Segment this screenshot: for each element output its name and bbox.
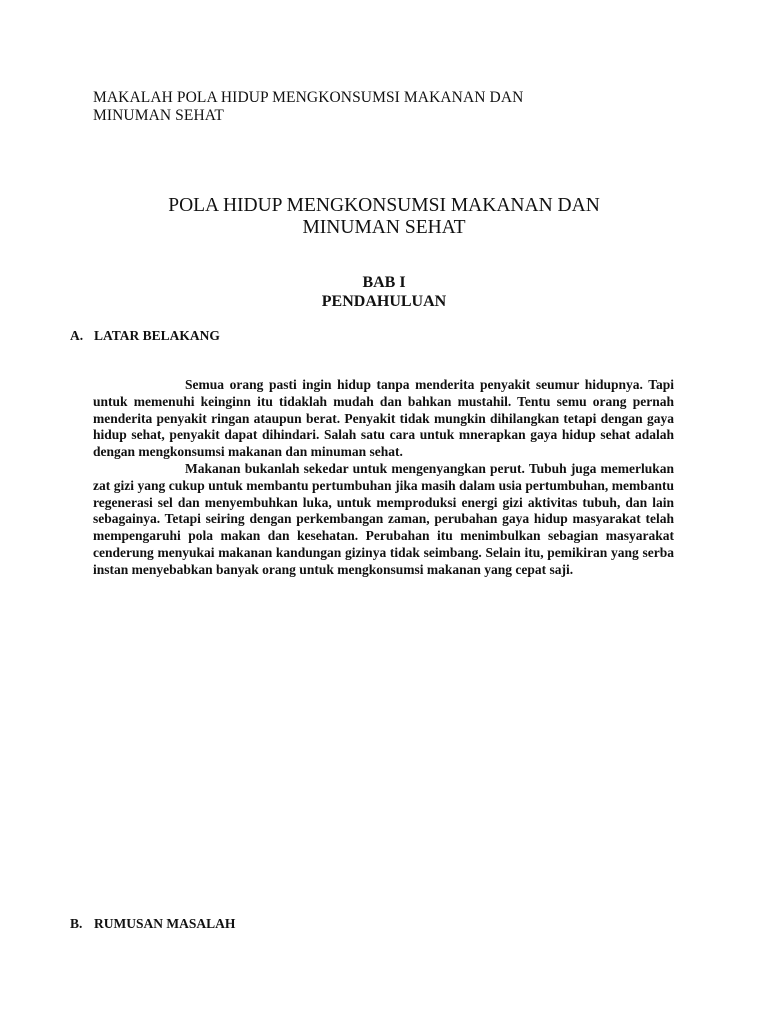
section-heading-b: [70, 916, 235, 932]
main-title: [90, 195, 678, 239]
body-text: [93, 377, 674, 579]
chapter-heading: [90, 273, 678, 311]
paragraph-1: Semua orang pasti ingin hidup tanpa menderita penyakit seumur hidupnya. Tapi untuk memenuhi keinginn itu tidaklah mudah dan bahkan mustahil. Tentu semu orang pernah menderita penyakit ringan ataupun berat. Penyakit tidak mungkin dihilangkan tetapi dengan gaya hidup sehat, penyakit dapat dihindari. Salah satu cara untuk mnerapkan gaya hidup sehat adalah dengan mengkonsumsi makanan dan minuman sehat.: [93, 377, 674, 460]
header-title-line-1: MAKALAH POLA HIDUP MENGKONSUMSI MAKANAN DAN: [93, 89, 524, 106]
section-heading-a: [70, 328, 220, 344]
section-a-title: LATAR BELAKANG: [94, 328, 220, 343]
header-title-line-2: MINUMAN SEHAT: [93, 107, 224, 124]
main-title-line-2: MINUMAN SEHAT: [302, 217, 466, 238]
paragraph-2: Makanan bukanlah sekedar untuk mengenyangkan perut. Tubuh juga memerlukan zat gizi yang cukup untuk membantu pertumbuhan jika masih dalam usia pertumbuhan, membantu regenerasi sel dan menyembuhkan luka, untuk memproduksi energi gizi aktivitas tubuh, dan lain sebagainya. Tetapi seiring dengan perkembangan zaman, perubahan gaya hidup masyarakat telah mempengaruhi pola makan dan kesehatan. Perubahan itu menimbulkan sebagian masyarakat cenderung menyukai makanan kandungan gizinya tidak seimbang. Selain itu, pemikiran yang serba instan menyebabkan banyak orang untuk mengkonsumsi makanan yang cepat saji.: [93, 460, 674, 577]
chapter-number: BAB I: [362, 274, 406, 291]
document-header-title: [93, 89, 653, 125]
chapter-title: PENDAHULUAN: [321, 293, 447, 310]
section-b-label: B.: [70, 916, 83, 931]
main-title-line-1: POLA HIDUP MENGKONSUMSI MAKANAN DAN: [168, 195, 600, 216]
section-a-label: A.: [70, 328, 84, 343]
section-b-title: RUMUSAN MASALAH: [94, 916, 236, 931]
